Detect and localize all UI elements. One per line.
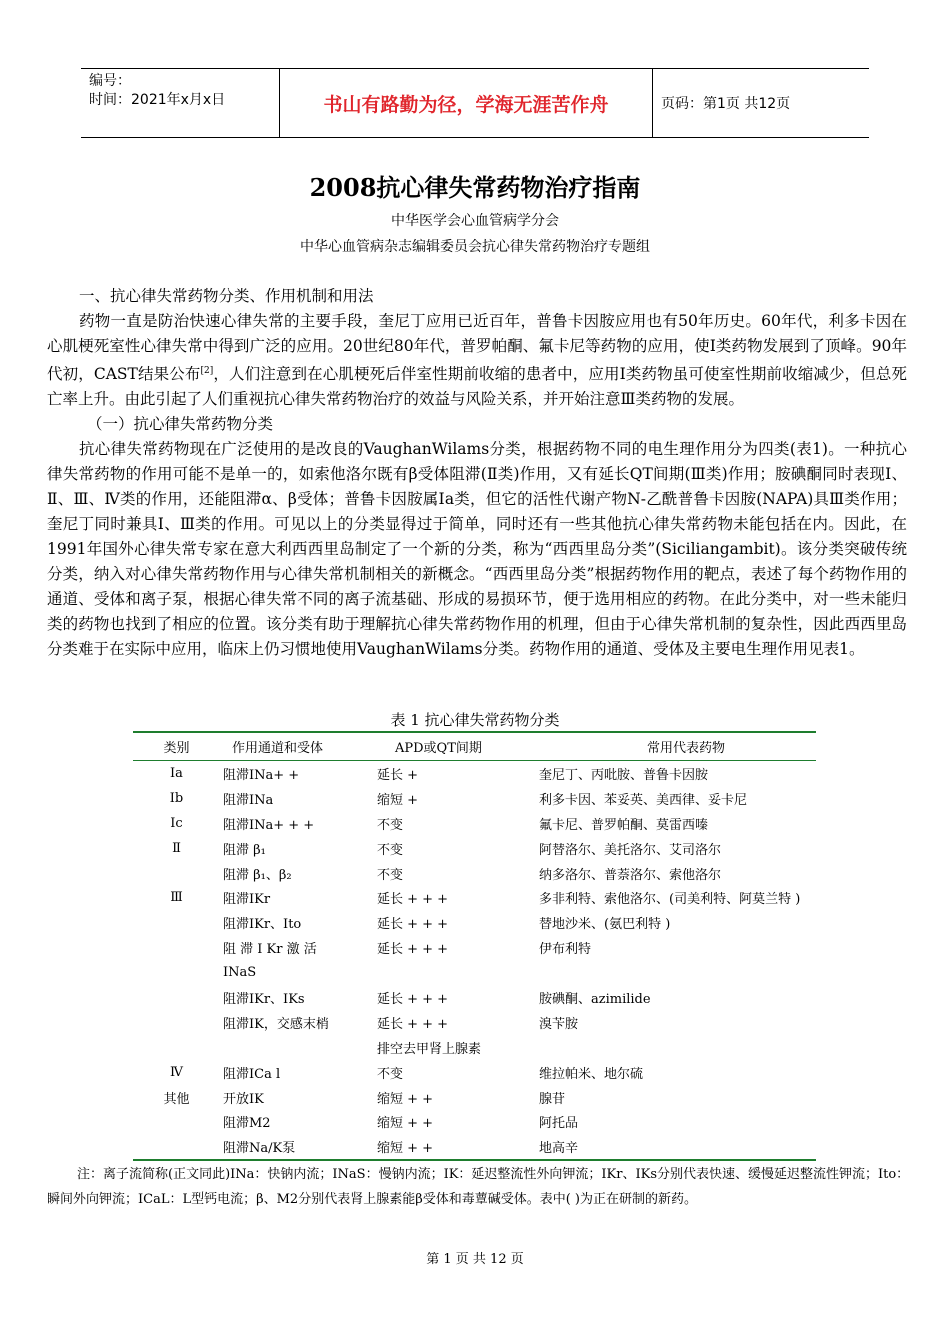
cell-drugs: 地高辛 [539, 1134, 816, 1160]
table-row [133, 836, 816, 861]
cell-channel: 阻滞ⅠCa l [223, 1066, 281, 1082]
cell-class: Ⅲ [170, 890, 183, 906]
cell-drugs: 伊布利特 [539, 942, 592, 958]
author-org-1: 中华医学会心血管病学分会 [391, 213, 559, 229]
cell-class [133, 1109, 220, 1134]
cell-channel: 阻滞M2 [223, 1116, 271, 1132]
header-page-info: 页码：第1页 共12页 [661, 96, 791, 112]
cell-drugs: 溴苄胺 [539, 1016, 579, 1032]
cell-class: Ⅰb [169, 790, 184, 806]
cell-drugs: 胺碘酮、azimilide [539, 991, 651, 1007]
header-motto: 书山有路勤为径，学海无涯苦作舟 [280, 69, 653, 137]
paragraph-2: 抗心律失常药物现在广泛使用的是改良的VaughanWilams分类，根据药物不同的电生理作用分为四类(表1)。一种抗心律失常药物的作用可能不是单一的，如索他洛尔既有β受体阻滞(Ⅱ类)作用，又有延长QT间期(Ⅲ类)作用；胺碘酮同时表现Ⅰ、Ⅱ、Ⅲ、Ⅳ类的作用，还能阻滞α、β受体；普鲁卡因胺属Ⅰa类，但它的活性代谢产物N-乙酰普鲁卡因胺(NAPA)具Ⅲ类作用；奎尼丁同时兼具Ⅰ、Ⅲ类的作用。可见以上的分类显得过于简单，同时还有一些其他抗心律失常药物未能包括在内。因此，在1991年国外心律失常专家在意大利西西里岛制定了一个新的分类，称为“西西里岛分类”(Siciliangambit)。该分类突破传统分类，纳入对心律失常药物作用与心律失常机制相关的新概念。“西西里岛分类”根据药物作用的靶点，表述了每个药物作用的通道、受体和离子泵，根据心律失常不同的离子流基础、形成的易损环节，便于选用相应的药物。在此分类中，对一些未能归类的药物也找到了相应的位置。该分类有助于理解抗心律失常药物作用的机理，但由于心律失常机制的复杂性，因此西西里岛分类难于在实际中应用，临床上仍习惯地使用VaughanWilams分类。药物作用的通道、受体及主要电生理作用见表1。 [47, 440, 907, 659]
header-channel: 作用通道和受体 [220, 732, 377, 761]
cell-apd: 不变 [377, 817, 404, 833]
table-row [133, 960, 816, 985]
cell-drugs: 阿托品 [539, 1116, 579, 1132]
cell-class [133, 1010, 220, 1035]
cell-apd: 延长 + + + [377, 1016, 449, 1032]
cell-apd: 不变 [377, 867, 404, 883]
cell-apd: 缩短 + + [377, 1091, 434, 1107]
cell-channel: 阻滞ⅠK，交感末梢 [223, 1016, 329, 1032]
cell-class [133, 935, 220, 960]
header-apd: APD或QT间期 [377, 732, 539, 761]
section-heading-1: 一、抗心律失常药物分类、作用机制和用法 [79, 287, 374, 305]
cell-class: 其他 [163, 1091, 190, 1107]
table-row [133, 885, 816, 910]
cell-channel: 阻滞 β₁ [223, 842, 266, 858]
cell-channel: 阻滞Na/K泵 [220, 1134, 377, 1160]
cell-class [133, 910, 220, 935]
cell-apd [377, 960, 539, 985]
cell-apd: 延长 + + + [377, 942, 449, 958]
header-meta [81, 69, 280, 137]
paragraph-1-part-a: 药物一直是防治快速心律失常的主要手段，奎尼丁应用已近百年，普鲁卡因胺应用也有50年历史。60年代，利多卡因在心肌梗死室性心律失常中得到广泛的应用。20世纪80年代，普罗帕酮、氟卡尼等药物的应用，使Ⅰ类药物发展到了顶峰。90年代初，CAST结果公布 [47, 312, 907, 384]
cell-drugs [539, 960, 816, 985]
time-label: 时间：2021年x月x日 [89, 92, 226, 108]
cell-drugs: 利多卡因、苯妥英、美西律、妥卡尼 [539, 792, 748, 808]
table-row [133, 1134, 816, 1160]
cell-drugs: 阿替洛尔、美托洛尔、艾司洛尔 [539, 842, 722, 858]
section-heading-2: （一）抗心律失常药物分类 [87, 415, 274, 434]
table-row [133, 861, 816, 886]
table-note: 注：离子流简称(正文同此)INa：快钠内流；ⅠNaS：慢钠内流；ⅠK：延迟整流性外向钾流；ⅠKr、ⅠKs分别代表快速、缓慢延迟整流性钾流；Ⅰto：瞬间外向钾流；ⅠCaL：L型钙电流；β、M2分别代表肾上腺素能β受体和毒蕈碱受体。表中( )为正在研制的新药。 [47, 1167, 910, 1207]
cell-drugs: 纳多洛尔、普萘洛尔、索他洛尔 [539, 867, 722, 883]
paragraph-1-part-b: ，人们注意到在心肌梗死后伴室性期前收缩的患者中，应用Ⅰ类药物虽可使室性期前收缩减少，但总死亡率上升。由此引起了人们重视抗心律失常药物治疗的效益与风险关系，并开始注意Ⅲ类药物的发展。 [47, 365, 907, 409]
cell-channel: 阻滞ⅠNa+ + + [223, 817, 315, 833]
cell-drugs: 多非利特、索他洛尔、(司美利特、阿莫兰特 ) [539, 892, 801, 908]
cell-channel [220, 1035, 377, 1060]
table-row [133, 1109, 816, 1134]
cell-apd: 不变 [377, 1066, 404, 1082]
cell-apd: 延长 + + + [377, 991, 449, 1007]
cell-channel: 阻 滞 Ⅰ Kr 激 活 [223, 942, 317, 958]
table-row [133, 935, 816, 960]
cell-apd: 延长 + + + [377, 892, 449, 908]
cell-drugs: 氟卡尼、普罗帕酮、莫雷西嗪 [539, 817, 709, 833]
cell-apd: 延长 + + + [377, 917, 449, 933]
body-text [47, 284, 907, 662]
cell-apd: 缩短 + + [377, 1134, 539, 1160]
cell-channel: 阻滞ⅠKr、ⅠKs [223, 991, 305, 1007]
table-row [133, 1035, 816, 1060]
table-row [133, 910, 816, 935]
table-header-row [133, 732, 816, 761]
cell-class [133, 1035, 220, 1060]
table-caption: 表 1 抗心律失常药物分类 [390, 711, 560, 729]
drug-class-table [133, 731, 816, 1161]
cell-drugs: 腺苷 [539, 1091, 566, 1107]
cell-apd: 不变 [377, 842, 404, 858]
cell-drugs: 替地沙米、(氨巴利特 ) [539, 917, 671, 933]
cell-class [133, 960, 220, 985]
cell-apd: 排空去甲肾上腺素 [377, 1041, 482, 1057]
cell-class [133, 1134, 220, 1160]
cell-class: Ⅳ [170, 1064, 183, 1080]
cell-channel: 阻滞 β₁、β₂ [223, 867, 292, 883]
header-class: 类别 [133, 732, 220, 761]
cell-channel: 阻滞ⅠKr [223, 892, 271, 908]
table-row [133, 786, 816, 811]
document-title: 2008抗心律失常药物治疗指南 [309, 173, 641, 202]
cell-channel: 阻滞ⅠNa+ + [223, 767, 300, 783]
table-row [133, 761, 816, 786]
citation-ref[interactable]: [2] [200, 366, 214, 376]
page-footer: 第 1 页 共 12 页 [426, 1252, 524, 1267]
cell-apd: 缩短 + [377, 792, 419, 808]
table-row [133, 1010, 816, 1035]
cell-drugs [539, 1035, 816, 1060]
header-drugs: 常用代表药物 [539, 732, 816, 761]
cell-class [133, 861, 220, 886]
table-row [133, 1060, 816, 1085]
cell-channel: 开放ⅠK [223, 1091, 264, 1107]
cell-channel: 阻滞ⅠNa [223, 792, 274, 808]
page-header [81, 68, 869, 138]
code-label: 编号： [89, 73, 131, 89]
paragraph-1 [47, 309, 907, 412]
table-row [133, 1085, 816, 1110]
cell-drugs: 奎尼丁、丙吡胺、普鲁卡因胺 [539, 767, 709, 783]
cell-drugs: 维拉帕米、地尔硫 [539, 1066, 644, 1082]
cell-apd: 缩短 + + [377, 1116, 434, 1132]
table-row [133, 985, 816, 1010]
cell-class: Ⅰc [170, 815, 183, 831]
cell-class: Ⅱ [172, 840, 181, 856]
table-row [133, 811, 816, 836]
author-org-2: 中华心血管病杂志编辑委员会抗心律失常药物治疗专题组 [300, 239, 650, 255]
cell-channel: ⅠNaS [223, 965, 257, 981]
cell-channel: 阻滞ⅠKr、Ⅰto [223, 917, 302, 933]
cell-apd: 延长 + [377, 767, 419, 783]
cell-class [133, 985, 220, 1010]
cell-class: Ⅰa [170, 765, 183, 781]
